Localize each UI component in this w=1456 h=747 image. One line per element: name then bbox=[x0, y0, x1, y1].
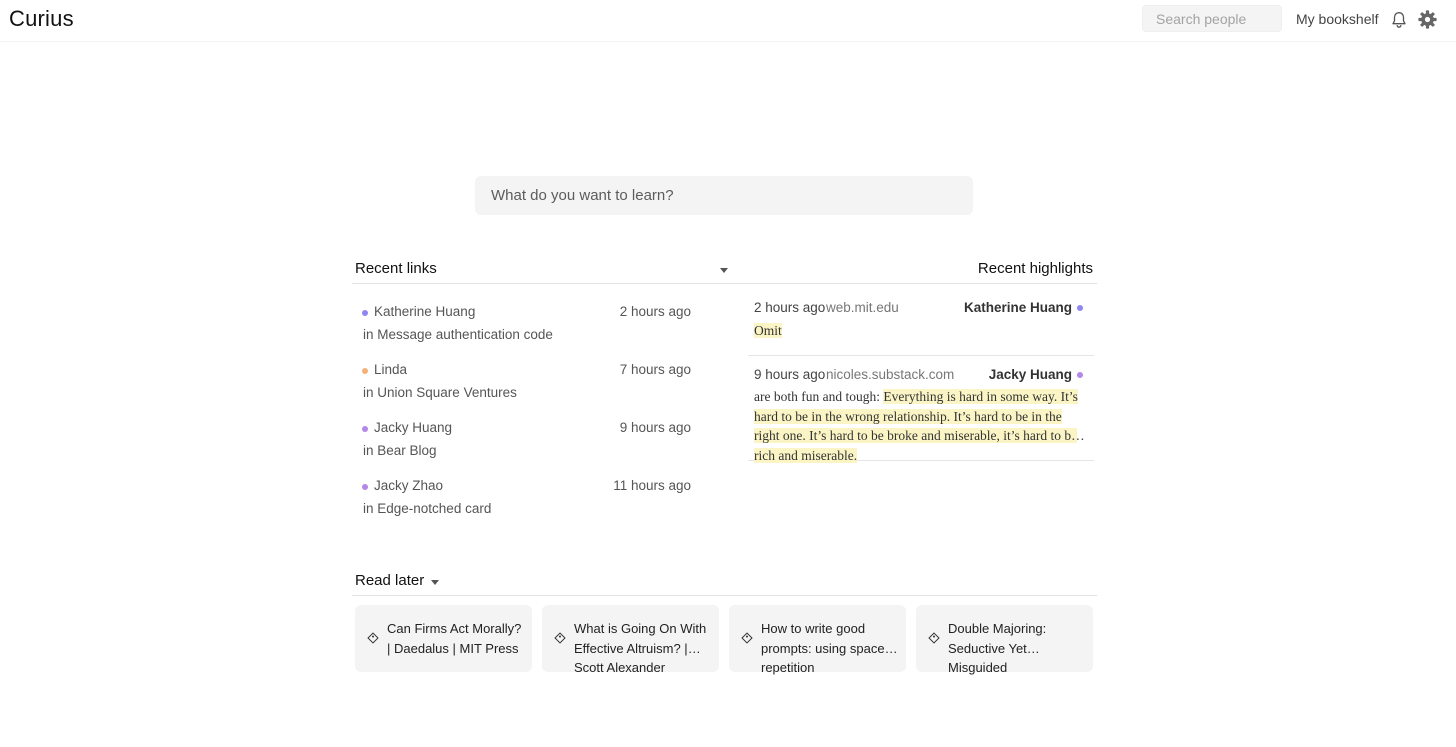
link-user[interactable]: Linda bbox=[374, 362, 408, 377]
link-title[interactable]: in Edge-notched card bbox=[363, 501, 492, 516]
read-later-title: How to write good prompts: using spaced repetition bbox=[761, 621, 892, 675]
read-later-card[interactable] bbox=[355, 605, 532, 672]
link-diamond-icon bbox=[367, 632, 378, 643]
recent-link-item[interactable] bbox=[362, 477, 692, 525]
top-bar bbox=[0, 0, 1456, 42]
read-later-title: What is Going On With Effective Altruism? | Scott Alexander bbox=[574, 621, 707, 675]
recent-links-label: Recent links bbox=[355, 260, 437, 277]
read-later-dropdown-caret[interactable] bbox=[431, 580, 439, 585]
highlight-domain[interactable]: nicoles.substack.com bbox=[826, 367, 955, 382]
link-time: 11 hours ago bbox=[613, 478, 691, 493]
learn-search-input[interactable] bbox=[475, 176, 973, 215]
highlight-domain[interactable]: web.mit.edu bbox=[826, 300, 899, 315]
link-title[interactable]: in Bear Blog bbox=[363, 443, 437, 458]
recent-link-item[interactable] bbox=[362, 303, 692, 351]
read-later-label: Read later bbox=[355, 572, 425, 589]
search-people-input[interactable] bbox=[1142, 5, 1282, 32]
user-color-dot bbox=[1077, 305, 1083, 311]
app-logo[interactable]: Curius bbox=[9, 6, 74, 31]
highlight-user[interactable]: Jacky Huang bbox=[988, 367, 1072, 382]
highlight-time: 2 hours ago bbox=[754, 300, 826, 315]
highlight-mark: Everything is hard in some way. It’s hard to be in the wrong relationship. It’s hard to be in the right one. It’s hard to be broke and miserable, it’s hard to be rich and miserable. bbox=[754, 389, 1078, 463]
read-later-title: Can Firms Act Morally? | Daedalus | MIT Press bbox=[387, 621, 522, 656]
read-later-header bbox=[352, 569, 1097, 596]
highlight-mark: Omit bbox=[754, 323, 782, 338]
user-color-dot bbox=[362, 310, 368, 316]
read-later-card[interactable] bbox=[542, 605, 719, 675]
bell-icon[interactable] bbox=[1389, 10, 1409, 30]
gear-icon[interactable] bbox=[1417, 9, 1438, 30]
recent-highlights-label: Recent highlights bbox=[977, 260, 1093, 277]
highlight-prefix: are both fun and tough: bbox=[754, 389, 884, 404]
link-time: 2 hours ago bbox=[619, 304, 691, 319]
highlight-time: 9 hours ago bbox=[754, 367, 826, 382]
user-color-dot bbox=[1077, 372, 1083, 378]
read-later-card[interactable] bbox=[729, 605, 906, 675]
link-time: 7 hours ago bbox=[619, 362, 691, 377]
link-diamond-icon bbox=[928, 632, 939, 643]
highlight-text bbox=[754, 387, 1086, 463]
link-user[interactable]: Jacky Zhao bbox=[374, 478, 444, 493]
highlight-text bbox=[754, 321, 1086, 341]
link-time: 9 hours ago bbox=[619, 420, 691, 435]
link-title[interactable]: in Union Square Ventures bbox=[363, 385, 517, 400]
recent-links-dropdown-caret[interactable] bbox=[720, 268, 728, 273]
link-diamond-icon bbox=[741, 632, 752, 643]
user-color-dot bbox=[362, 484, 368, 490]
user-color-dot bbox=[362, 426, 368, 432]
highlight-user[interactable]: Katherine Huang bbox=[963, 300, 1072, 315]
user-color-dot bbox=[362, 368, 368, 374]
link-user[interactable]: Jacky Huang bbox=[374, 420, 453, 435]
highlight-card[interactable] bbox=[748, 300, 1094, 356]
link-title[interactable]: in Message authentication code bbox=[363, 327, 553, 342]
highlight-card[interactable] bbox=[748, 367, 1094, 461]
my-bookshelf-link[interactable]: My bookshelf bbox=[1296, 11, 1379, 27]
read-later-card[interactable] bbox=[916, 605, 1093, 675]
link-diamond-icon bbox=[554, 632, 565, 643]
recent-link-item[interactable] bbox=[362, 419, 692, 467]
recent-link-item[interactable] bbox=[362, 361, 692, 409]
read-later-title: Double Majoring: Seductive Yet Misguided bbox=[948, 621, 1047, 675]
link-user[interactable]: Katherine Huang bbox=[374, 304, 476, 319]
recent-section-header bbox=[352, 257, 1097, 284]
